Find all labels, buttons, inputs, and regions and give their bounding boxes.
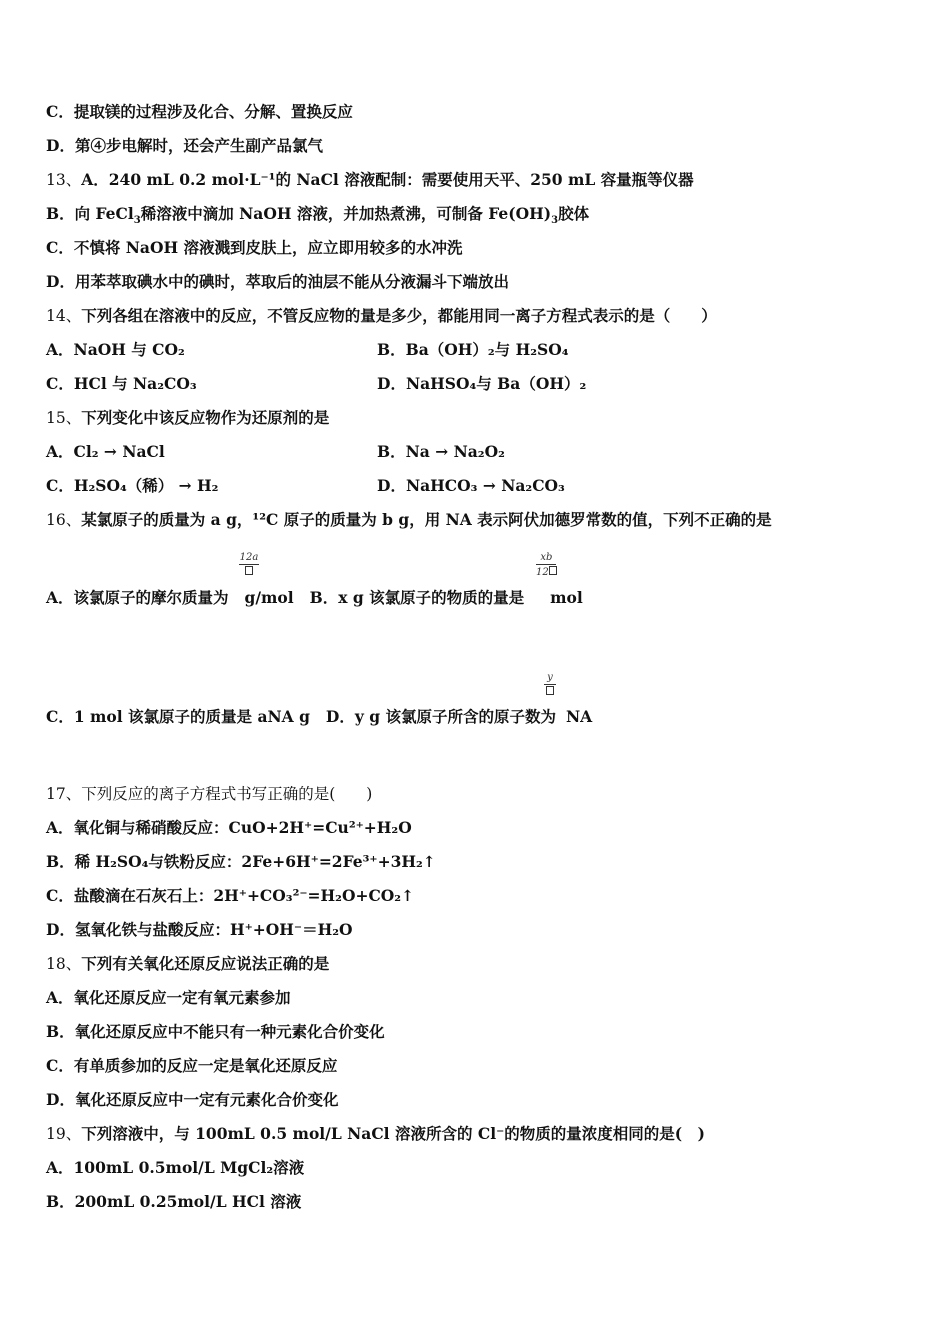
missing-glyph-icon bbox=[546, 686, 554, 695]
missing-glyph-icon bbox=[549, 566, 557, 575]
q15-option-a: A．Cl₂ → NaCl bbox=[46, 442, 165, 461]
q18-option-b: B．氧化还原反应中不能只有一种元素化合价变化 bbox=[46, 1022, 385, 1041]
q16-unit-mol: mol bbox=[550, 588, 583, 607]
q17-option-b: B．稀 H₂SO₄与铁粉反应：2Fe+6H⁺=2Fe³⁺+3H₂↑ bbox=[46, 852, 436, 871]
q12-option-c: C．提取镁的过程涉及化合、分解、置换反应 bbox=[46, 102, 353, 121]
q16-option-d: D．y g 该氯原子所含的原子数为 bbox=[325, 707, 557, 726]
q16-option-b: B．x g 该氯原子的物质的量是 bbox=[309, 588, 525, 607]
q18-number: 18、 bbox=[46, 955, 82, 973]
q13-option-b bbox=[46, 204, 589, 231]
q16-unit-gmol: g/mol bbox=[244, 588, 294, 607]
q17-option-a: A．氧化铜与稀硝酸反应：CuO+2H⁺=Cu²⁺+H₂O bbox=[46, 818, 412, 837]
q13-a-text: A．240 mL 0.2 mol·L⁻¹的 NaCl 溶液配制：需要使用天平、250 mL 容量瓶等仪器 bbox=[81, 170, 694, 189]
fraction-bar bbox=[544, 684, 556, 685]
fraction-xb-denominator: 12 bbox=[536, 567, 549, 578]
q15-option-b: B．Na → Na₂O₂ bbox=[377, 442, 505, 461]
q18-option-d: D．氧化还原反应中一定有元素化合价变化 bbox=[46, 1090, 339, 1109]
fraction-xb-numerator: xb bbox=[540, 552, 553, 563]
q13-b-sub: 3 bbox=[133, 215, 141, 227]
q14-row2 bbox=[46, 374, 906, 394]
q14-number: 14、 bbox=[46, 307, 82, 325]
q14-option-c: C．HCl 与 Na₂CO₃ bbox=[46, 374, 197, 393]
fraction-xb bbox=[536, 552, 557, 578]
q16-unit-na: NA bbox=[566, 707, 593, 726]
fraction-y-numerator: y bbox=[547, 672, 553, 683]
q13-b-mid: 稀溶液中滴加 NaOH 溶液，并加热煮沸，可制备 Fe(OH) bbox=[140, 204, 552, 223]
q19-option-b: B．200mL 0.25mol/L HCl 溶液 bbox=[46, 1192, 302, 1211]
q17-stem-text: 下列反应的离子方程式书写正确的是( ) bbox=[81, 785, 373, 803]
missing-glyph-icon bbox=[245, 566, 253, 575]
fraction-bar bbox=[536, 564, 556, 565]
q17-number: 17、 bbox=[46, 785, 82, 803]
q18-option-c: C．有单质参加的反应一定是氧化还原反应 bbox=[46, 1056, 338, 1075]
q17-option-d: D．氢氧化铁与盐酸反应：H⁺+OH⁻＝H₂O bbox=[46, 920, 353, 939]
q13-b-post: 胶体 bbox=[558, 204, 590, 223]
q19-number: 19、 bbox=[46, 1125, 82, 1143]
q16-row2 bbox=[46, 707, 592, 727]
q19-stem-text: 下列溶液中，与 100mL 0.5 mol/L NaCl 溶液所含的 Cl⁻的物质的量浓度相同的是( ) bbox=[81, 1124, 705, 1143]
q16-option-c: C．1 mol 该氯原子的质量是 aNA g bbox=[46, 707, 310, 726]
q17-stem bbox=[46, 784, 372, 804]
q14-option-d: D．NaHSO₄与 Ba（OH）₂ bbox=[377, 374, 587, 393]
q18-option-a: A．氧化还原反应一定有氧元素参加 bbox=[46, 988, 291, 1007]
q13-option-a bbox=[46, 170, 694, 190]
q13-b-part: B．向 FeCl bbox=[46, 204, 134, 223]
q15-number: 15、 bbox=[46, 409, 82, 427]
q16-number: 16、 bbox=[46, 511, 82, 529]
q18-stem-text: 下列有关氧化还原反应说法正确的是 bbox=[81, 954, 330, 973]
fraction-12a bbox=[239, 552, 259, 575]
q16-stem-text: 某氯原子的质量为 a g，¹²C 原子的质量为 b g，用 NA 表示阿伏加德罗常数的值，下列不正确的是 bbox=[81, 510, 772, 529]
q17-option-c: C．盐酸滴在石灰石上：2H⁺+CO₃²⁻=H₂O+CO₂↑ bbox=[46, 886, 415, 905]
q19-option-a: A．100mL 0.5mol/L MgCl₂溶液 bbox=[46, 1158, 305, 1177]
q13-b-sub2: 3 bbox=[551, 215, 559, 227]
q14-stem-text: 下列各组在溶液中的反应，不管反应物的量是多少，都能用同一离子方程式表示的是（ ） bbox=[81, 306, 717, 325]
fraction-12a-numerator: 12a bbox=[239, 552, 259, 563]
q15-row1 bbox=[46, 442, 906, 462]
q14-stem bbox=[46, 306, 717, 326]
q16-row1 bbox=[46, 588, 583, 608]
q12-option-d: D．第④步电解时，还会产生副产品氯气 bbox=[46, 136, 323, 155]
q15-stem bbox=[46, 408, 329, 428]
q15-row2 bbox=[46, 476, 906, 496]
q16-option-a: A．该氯原子的摩尔质量为 bbox=[46, 588, 229, 607]
q13-number: 13、 bbox=[46, 171, 82, 189]
q16-stem bbox=[46, 510, 772, 530]
q15-stem-text: 下列变化中该反应物作为还原剂的是 bbox=[81, 408, 330, 427]
q13-option-c: C．不慎将 NaOH 溶液溅到皮肤上，应立即用较多的水冲洗 bbox=[46, 238, 463, 257]
q14-option-b: B．Ba（OH）₂与 H₂SO₄ bbox=[377, 340, 569, 359]
fraction-y bbox=[544, 672, 556, 695]
q14-option-a: A．NaOH 与 CO₂ bbox=[46, 340, 185, 359]
fraction-bar bbox=[239, 564, 259, 565]
q15-option-c: C．H₂SO₄（稀） → H₂ bbox=[46, 476, 219, 495]
q18-stem bbox=[46, 954, 329, 974]
q14-row1 bbox=[46, 340, 906, 360]
q13-option-d: D．用苯萃取碘水中的碘时，萃取后的油层不能从分液漏斗下端放出 bbox=[46, 272, 509, 291]
q15-option-d: D．NaHCO₃ → Na₂CO₃ bbox=[377, 476, 565, 495]
q19-stem bbox=[46, 1124, 705, 1144]
